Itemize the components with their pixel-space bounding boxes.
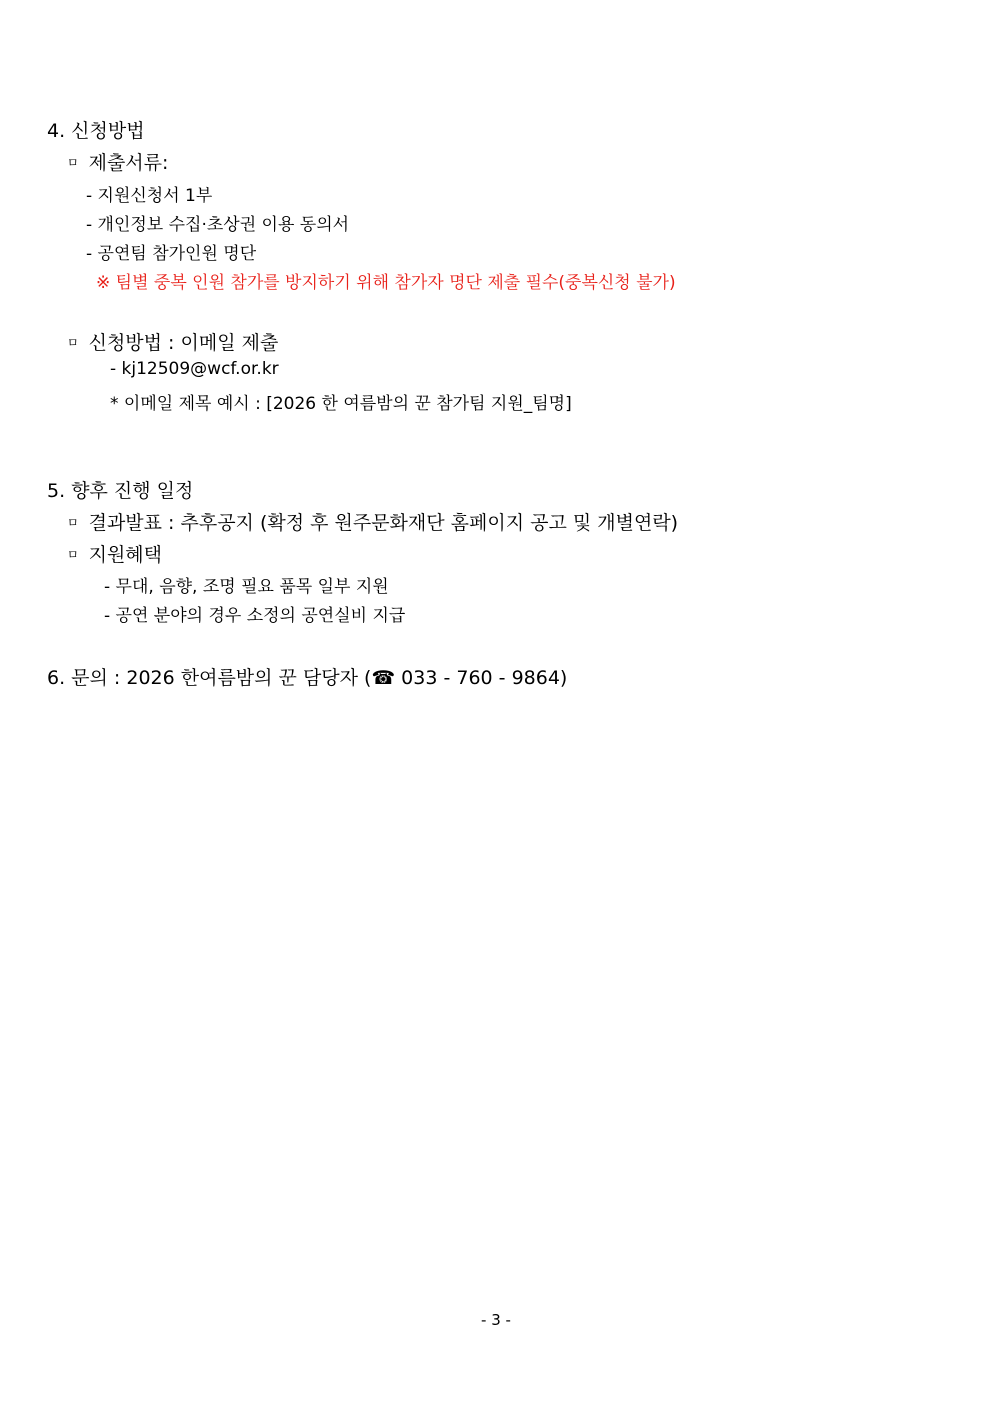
- email-subject-example: * 이메일 제목 예시 : [2026 한 여름밤의 꾼 참가팀 지원_팀명]: [110, 394, 572, 414]
- square-bullet-icon: ㅁ: [67, 156, 79, 170]
- document-item: - 공연팀 참가인원 명단: [86, 244, 257, 264]
- square-bullet-icon: ㅁ: [67, 336, 79, 350]
- benefit-item: - 무대, 음향, 조명 필요 품목 일부 지원: [104, 577, 389, 597]
- documents-title: [67, 148, 168, 175]
- section-4-heading: 4. 신청방법: [47, 120, 145, 142]
- square-bullet-icon: ㅁ: [67, 516, 79, 530]
- benefits-title: [67, 540, 162, 567]
- section-5-heading: 5. 향후 진행 일정: [47, 480, 194, 502]
- method-title: [67, 328, 278, 355]
- method-title-label: 신청방법 : 이메일 제출: [88, 332, 279, 354]
- document-item: - 개인정보 수집·초상권 이용 동의서: [86, 215, 350, 235]
- benefit-item: - 공연 분야의 경우 소정의 공연실비 지급: [104, 606, 406, 626]
- page-number: - 3 -: [481, 1311, 511, 1329]
- benefits-title-label: 지원혜택: [88, 544, 163, 566]
- document-item: - 지원신청서 1부: [86, 186, 213, 206]
- square-bullet-icon: ㅁ: [67, 548, 79, 562]
- result-announcement-text: 결과발표 : 추후공지 (확정 후 원주문화재단 홈페이지 공고 및 개별연락): [88, 512, 679, 534]
- documents-title-label: 제출서류:: [88, 152, 169, 174]
- contact-email[interactable]: - kj12509@wcf.or.kr: [110, 359, 279, 379]
- duplicate-notice: ※ 팀별 중복 인원 참가를 방지하기 위해 참가자 명단 제출 필수(중복신청 불가): [96, 273, 676, 293]
- section-6-heading: 6. 문의 : 2026 한여름밤의 꾼 담당자 (☎ 033 - 760 - 9864): [47, 667, 568, 689]
- result-announcement: [67, 508, 678, 535]
